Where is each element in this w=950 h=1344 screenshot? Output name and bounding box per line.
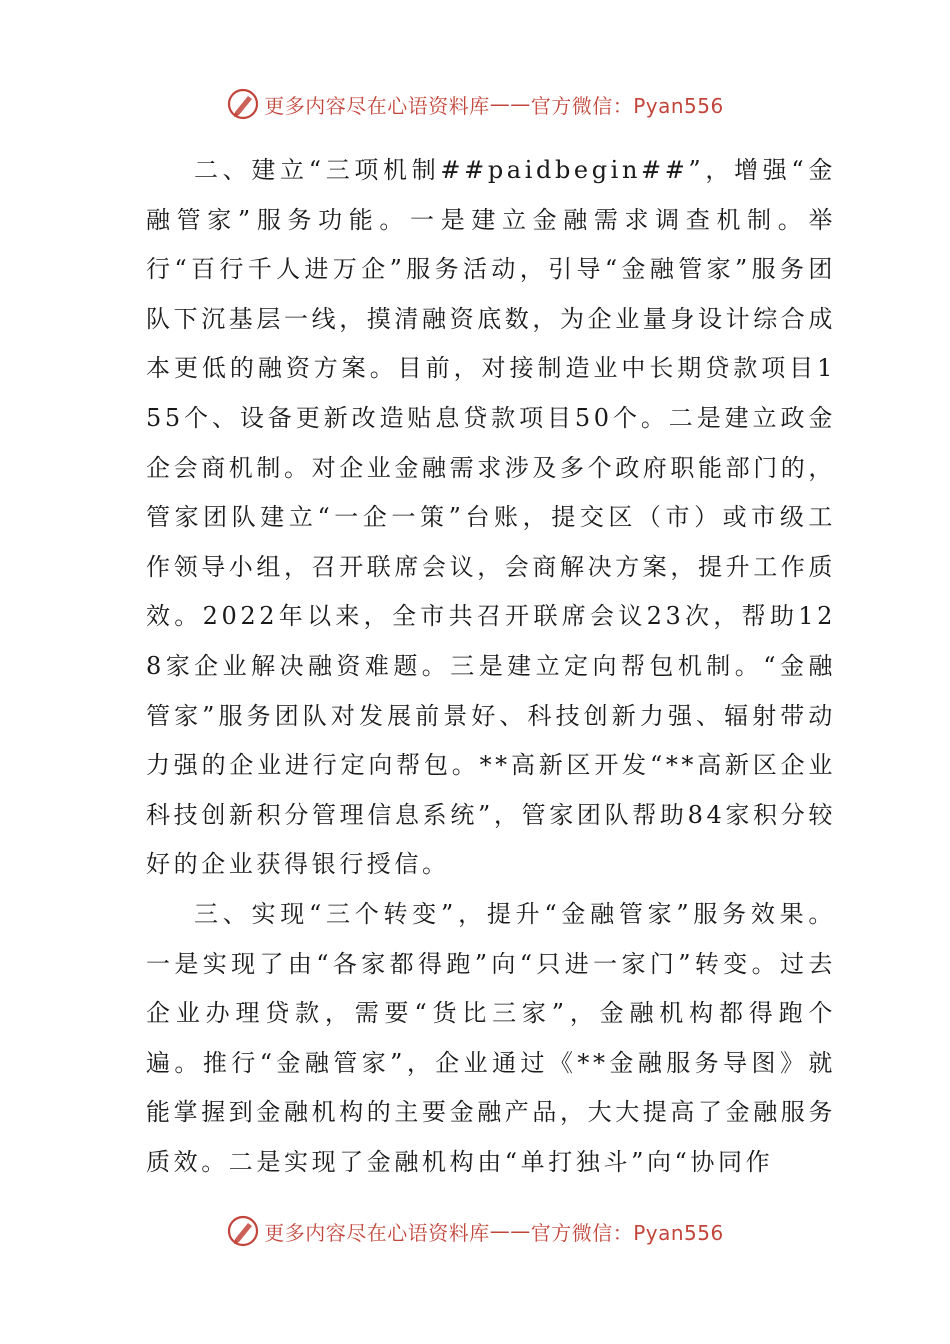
pen-logo-icon [226, 1214, 260, 1248]
watermark-contact: 官方微信：Pyan556 [530, 93, 724, 118]
watermark-separator: —— [489, 92, 531, 116]
paragraph: 三、实现“三个转变”，提升“金融管家”服务效果。一是实现了由“各家都得跑”向“只进一家门”转变。过去企业办理贷款，需要“货比三家”，金融机构都得跑个遍。推行“金融管家”，企业通过《**金融服务导图》就能掌握到金融机构的主要金融产品，大大提高了金融服务质效。二是实现了金融机构由“单打独斗”向“协同作 [146, 899, 836, 1176]
watermark-contact: 官方微信：Pyan556 [530, 1220, 724, 1245]
pen-logo-icon [226, 87, 260, 121]
document-body [146, 146, 836, 1187]
watermark-banner-bottom [0, 1211, 950, 1251]
paragraph: 二、建立“三项机制##paidbegin##”，增强“金融管家”服务功能。一是建立金融需求调查机制。举行“百行千人进万企”服务活动，引导“金融管家”服务团队下沉基层一线，摸清融资底数，为企业量身设计综合成本更低的融资方案。目前，对接制造业中长期贷款项目155个、设备更新改造贴息贷款项目50个。二是建立政金企会商机制。对企业金融需求涉及多个政府职能部门的，管家团队建立“一企一策”台账，提交区（市）或市级工作领导小组，召开联席会议，会商解决方案，提升工作质效。2022年以来，全市共召开联席会议23次，帮助128家企业解决融资难题。三是建立定向帮包机制。“金融管家”服务团队对发展前景好、科技创新力强、辐射带动力强的企业进行定向帮包。**高新区开发“**高新区企业科技创新积分管理信息系统”，管家团队帮助84家积分较好的企业获得银行授信。 [146, 156, 836, 879]
watermark-separator: —— [489, 1219, 531, 1243]
watermark-banner-top [0, 84, 950, 124]
watermark-text: 更多内容尽在心语资料库 [264, 1220, 490, 1245]
watermark-text: 更多内容尽在心语资料库 [264, 93, 490, 118]
